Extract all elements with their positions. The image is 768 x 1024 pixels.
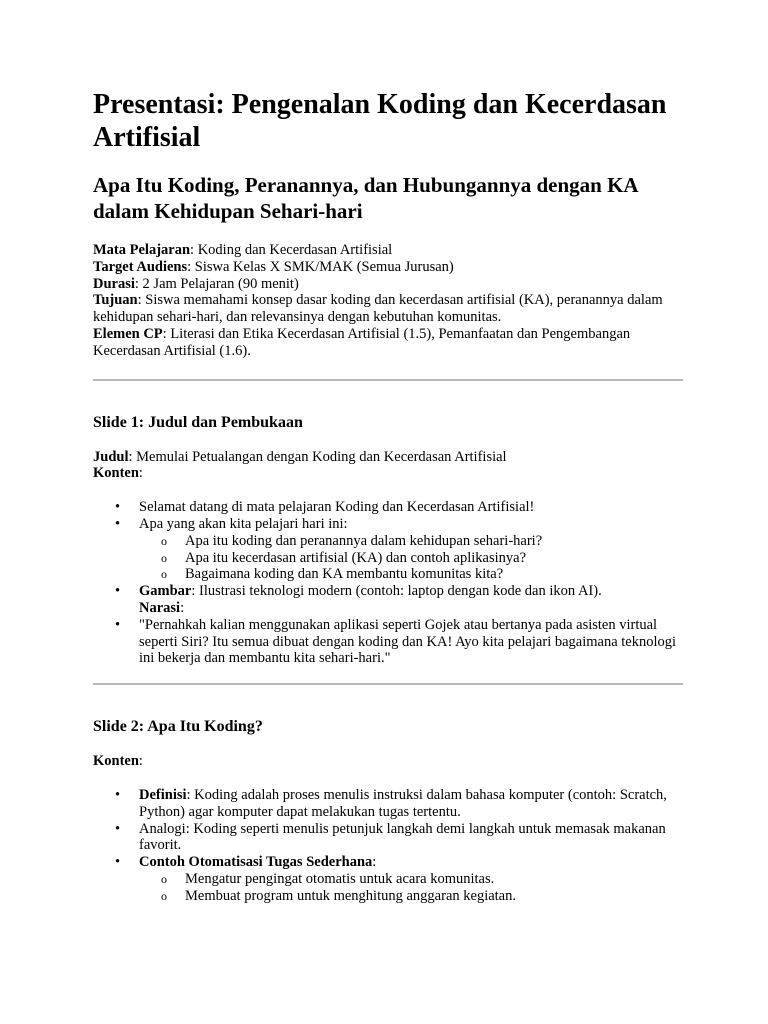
- meta-goal: [93, 292, 683, 326]
- slide1-konten-colon: :: [138, 465, 143, 482]
- meta-block: [93, 242, 683, 360]
- list-item: o Mengatur pengingat otomatis untuk acara komunitas.: [139, 871, 683, 888]
- list-item: [93, 583, 683, 617]
- slide1-judul-label: Judul: [93, 448, 129, 465]
- list-item: • "Pernahkah kalian menggunakan aplikasi seperti Gojek atau bertanya pada asisten virtual seperti Siri? Itu semua dibuat dengan koding dan KA! Ayo kita pelajari bagaimana teknologi ini bekerja dan membantu kita sehari-hari.": [93, 617, 683, 667]
- divider: [93, 683, 683, 685]
- slide2-contoh-colon: :: [372, 854, 377, 871]
- meta-audience-label: Target Audiens: [93, 258, 188, 275]
- slide1-narasi-colon: :: [180, 599, 185, 616]
- list-item: • Analogi: Koding seperti menulis petunjuk langkah demi langkah untuk memasak makanan favorit.: [93, 821, 683, 855]
- slide1-konten-label: Konten: [93, 465, 139, 482]
- slide2-list: [93, 787, 683, 905]
- document-content: [93, 88, 683, 905]
- list-item: o Apa itu koding dan peranannya dalam kehidupan sehari-hari?: [139, 533, 683, 550]
- list-item-text: Apa yang akan kita pelajari hari ini:: [139, 515, 348, 532]
- slide2-definisi-value: : Koding adalah proses menulis instruksi dalam bahasa komputer (contoh: Scratch, Python) agar komputer dapat melakukan tugas tertentu.: [139, 786, 667, 820]
- meta-audience: [93, 259, 683, 276]
- document-title: Presentasi: Pengenalan Koding dan Kecerdasan Artifisial: [93, 89, 667, 153]
- meta-subject-label: Mata Pelajaran: [93, 242, 191, 258]
- document-subtitle: Apa Itu Koding, Peranannya, dan Hubungannya dengan KA dalam Kehidupan Sehari-hari: [93, 173, 638, 223]
- meta-duration-label: Durasi: [93, 275, 135, 292]
- slide1-gambar-value: : Ilustrasi teknologi modern (contoh: laptop dengan kode dan ikon AI).: [191, 583, 602, 600]
- slide1-heading: Slide 1: Judul dan Pembukaan: [93, 413, 303, 431]
- meta-cp-value: : Literasi dan Etika Kecerdasan Artifisial (1.5), Pemanfaatan dan Pengembangan Kecerdasan Artifisial (1.6).: [93, 325, 631, 359]
- list-item: o Bagaimana koding dan KA membantu komunitas kita?: [139, 566, 683, 583]
- slide1-sublist: [139, 533, 683, 583]
- slide1-konten: [93, 465, 683, 482]
- slide2-heading: Slide 2: Apa Itu Koding?: [93, 718, 263, 736]
- slide2-konten-label: Konten: [93, 753, 139, 770]
- slide2-konten: [93, 753, 683, 770]
- list-item: [93, 787, 683, 821]
- slide1-judul-value: : Memulai Petualangan dengan Koding dan Kecerdasan Artifisial: [128, 448, 507, 465]
- slide2-contoh-label: Contoh Otomatisasi Tugas Sederhana: [139, 854, 373, 871]
- meta-cp: [93, 326, 683, 360]
- meta-duration-value: : 2 Jam Pelajaran (90 menit): [134, 275, 299, 292]
- slide1-gambar-label: Gambar: [139, 583, 192, 600]
- slide1-judul: [93, 449, 683, 466]
- list-item: • Selamat datang di mata pelajaran Koding dan Kecerdasan Artifisial!: [93, 499, 683, 516]
- meta-goal-label: Tujuan: [93, 292, 138, 309]
- meta-audience-value: : Siswa Kelas X SMK/MAK (Semua Jurusan): [187, 258, 454, 275]
- list-item: o Apa itu kecerdasan artifisial (KA) dan contoh aplikasinya?: [139, 550, 683, 567]
- slide2-sublist: [139, 871, 683, 905]
- slide1-narasi-label: Narasi: [139, 599, 181, 616]
- meta-subject: [93, 242, 683, 259]
- slide1-list: [93, 499, 683, 667]
- list-item: o Membuat program untuk menghitung anggaran kegiatan.: [139, 888, 683, 905]
- list-item: [93, 854, 683, 904]
- slide2-konten-colon: :: [138, 753, 143, 770]
- meta-cp-label: Elemen CP: [93, 325, 163, 342]
- slide2-definisi-label: Definisi: [139, 786, 187, 803]
- list-item: [93, 516, 683, 583]
- meta-duration: [93, 276, 683, 293]
- meta-subject-value: : Koding dan Kecerdasan Artifisial: [190, 242, 393, 258]
- meta-goal-value: : Siswa memahami konsep dasar koding dan kecerdasan artifisial (KA), peranannya dalam kehidupan sehari-hari, dan relevansinya dengan kebutuhan komunitas.: [93, 292, 663, 326]
- divider: [93, 379, 683, 381]
